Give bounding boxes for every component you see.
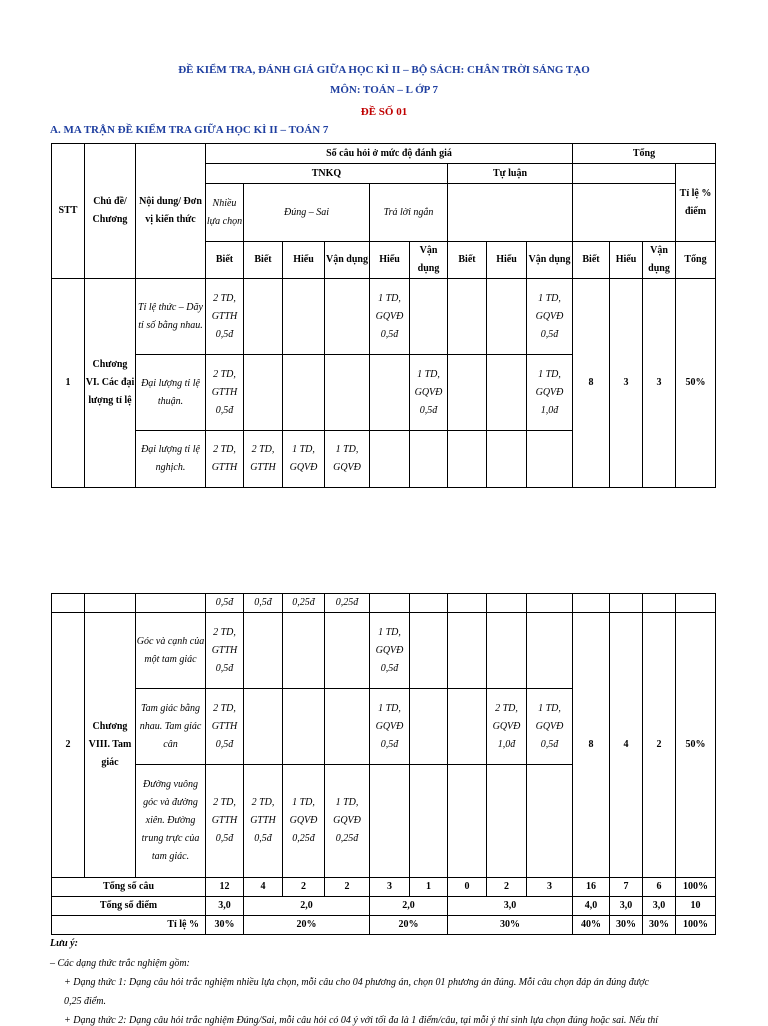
ch2-r3-c2: 2 TD, GTTH 0,5đ xyxy=(244,765,283,878)
pct-cell: 30% xyxy=(643,916,676,935)
points-cell: 3,0 xyxy=(643,897,676,916)
ch2-r3-c1: 2 TD, GTTH 0,5đ xyxy=(206,765,244,878)
ch1-r2-c6: 1 TD, GQVĐ 0,5đ xyxy=(410,355,448,431)
header-tuluan: Tự luận xyxy=(448,164,573,184)
header-tra-loi-ngan: Trả lời ngắn xyxy=(370,184,448,242)
header-tnkq: TNKQ xyxy=(206,164,448,184)
ch1-r2-label: Đại lượng tỉ lệ thuận. xyxy=(136,355,206,431)
header-nhieu-lua-chon: Nhiều lựa chọn xyxy=(206,184,244,242)
level-header: Vận dụng xyxy=(527,242,573,279)
notes-line2: + Dạng thức 1: Dạng câu hỏi trắc nghiệm nhiều lựa chọn, mỗi câu cho 04 phương án, chọn 01 phương án đúng. Mỗi câu chọn đáp án đúng được xyxy=(64,977,649,988)
ch1-r3-c3: 1 TD, GQVĐ xyxy=(283,431,325,488)
level-header: Vận dụng xyxy=(325,242,370,279)
points-cell: 4,0 xyxy=(573,897,610,916)
pct-cell: 20% xyxy=(370,916,448,935)
total-cell: 6 xyxy=(643,878,676,897)
level-header: Hiểu xyxy=(610,242,643,279)
ch1-r1-c9: 1 TD, GQVĐ 0,5đ xyxy=(527,279,573,355)
ch2-r1-c5: 1 TD, GQVĐ 0,5đ xyxy=(370,613,410,689)
level-header: Biết xyxy=(206,242,244,279)
tong-so-diem-label: Tổng số điểm xyxy=(52,897,206,916)
ch1-r3-c2: 2 TD, GTTH xyxy=(244,431,283,488)
total-cell: 16 xyxy=(573,878,610,897)
header-tile: Tỉ lệ % điểm xyxy=(676,164,716,242)
tong-so-cau-label: Tổng số câu xyxy=(52,878,206,897)
header-noidung: Nội dung/ Đơn vị kiến thức xyxy=(136,144,206,279)
total-cell: 100% xyxy=(676,878,716,897)
ch1-sum-vd: 3 xyxy=(643,279,676,488)
points-cell: 2,0 xyxy=(244,897,370,916)
total-cell: 0 xyxy=(448,878,487,897)
ch2-stt: 2 xyxy=(52,613,85,878)
doc-title: ĐỀ KIỂM TRA, ĐÁNH GIÁ GIỮA HỌC KÌ II – BỘ SÁCH: CHÂN TRỜI SÁNG TẠO xyxy=(178,64,590,76)
ch1-r3-label: Đại lượng tỉ lệ nghịch. xyxy=(136,431,206,488)
ch1-stt: 1 xyxy=(52,279,85,488)
ch2-r3-c4: 1 TD, GQVĐ 0,25đ xyxy=(325,765,370,878)
ch1-r1-label: Tỉ lệ thức – Dãy tỉ số bằng nhau. xyxy=(136,279,206,355)
ch2-sum-hieu: 4 xyxy=(610,613,643,878)
cont-c3: 0,25đ xyxy=(283,594,325,613)
level-header: Biết xyxy=(448,242,487,279)
ch2-r2-label: Tam giác bằng nhau. Tam giác cân xyxy=(136,689,206,765)
header-tong-blank xyxy=(573,164,676,184)
ch1-sum-hieu: 3 xyxy=(610,279,643,488)
header-tuluan-blank xyxy=(448,184,573,242)
header-stt: STT xyxy=(52,144,85,279)
cont-c1: 0,5đ xyxy=(206,594,244,613)
ch1-r2-c9: 1 TD, GQVĐ 1,0đ xyxy=(527,355,573,431)
ch1-r1-c1: 2 TD, GTTH 0,5đ xyxy=(206,279,244,355)
cont-c2: 0,5đ xyxy=(244,594,283,613)
ch1-name: Chương VI. Các đại lượng tỉ lệ xyxy=(85,279,136,488)
level-header: Biết xyxy=(573,242,610,279)
level-header: Hiểu xyxy=(283,242,325,279)
pct-cell: 100% xyxy=(676,916,716,935)
points-cell: 10 xyxy=(676,897,716,916)
pct-cell: 20% xyxy=(244,916,370,935)
ch2-r1-label: Góc và cạnh của một tam giác xyxy=(136,613,206,689)
points-cell: 2,0 xyxy=(370,897,448,916)
header-socau: Số câu hỏi ở mức độ đánh giá xyxy=(206,144,573,164)
header-dung-sai: Đúng – Sai xyxy=(244,184,370,242)
ch2-r2-c5: 1 TD, GQVĐ 0,5đ xyxy=(370,689,410,765)
header-tong: Tổng xyxy=(573,144,716,164)
points-cell: 3,0 xyxy=(206,897,244,916)
ch2-name: Chương VIII. Tam giác xyxy=(85,613,136,878)
total-cell: 12 xyxy=(206,878,244,897)
header-tong-sub-blank xyxy=(573,184,676,242)
ch1-r1-c5: 1 TD, GQVĐ 0,5đ xyxy=(370,279,410,355)
total-cell: 3 xyxy=(527,878,573,897)
level-header: Biết xyxy=(244,242,283,279)
matrix-table-part2 xyxy=(51,593,716,935)
ch1-sum-biet: 8 xyxy=(573,279,610,488)
ch1-r3-c4: 1 TD, GQVĐ xyxy=(325,431,370,488)
ch2-r2-c9: 1 TD, GQVĐ 0,5đ xyxy=(527,689,573,765)
total-cell: 1 xyxy=(410,878,448,897)
ch1-r3-c1: 2 TD, GTTH xyxy=(206,431,244,488)
points-cell: 3,0 xyxy=(448,897,573,916)
doc-number: ĐỀ SỐ 01 xyxy=(360,106,408,118)
total-cell: 2 xyxy=(283,878,325,897)
level-header: Vận dụng xyxy=(643,242,676,279)
section-heading: A. MA TRẬN ĐỀ KIỂM TRA GIỮA HỌC KÌ II – TOÁN 7 xyxy=(50,124,329,136)
ch2-r2-c8: 2 TD, GQVĐ 1,0đ xyxy=(487,689,527,765)
notes-line1: – Các dạng thức trắc nghiệm gồm: xyxy=(50,958,190,969)
pct-cell: 30% xyxy=(206,916,244,935)
total-cell: 2 xyxy=(487,878,527,897)
pct-cell: 40% xyxy=(573,916,610,935)
pct-cell: 30% xyxy=(610,916,643,935)
level-header: Vận dụng xyxy=(410,242,448,279)
ch1-pct: 50% xyxy=(676,279,716,488)
matrix-table-part1 xyxy=(51,143,716,488)
level-header: Hiểu xyxy=(487,242,527,279)
notes-title: Lưu ý: xyxy=(50,938,78,949)
total-cell: 3 xyxy=(370,878,410,897)
points-cell: 3,0 xyxy=(610,897,643,916)
ch2-r1-c1: 2 TD, GTTH 0,5đ xyxy=(206,613,244,689)
header-chude: Chủ đề/ Chương xyxy=(85,144,136,279)
ch2-sum-vd: 2 xyxy=(643,613,676,878)
ch2-r2-c1: 2 TD, GTTH 0,5đ xyxy=(206,689,244,765)
total-cell: 7 xyxy=(610,878,643,897)
total-cell: 2 xyxy=(325,878,370,897)
notes-line4: + Dạng thức 2: Dạng câu hỏi trắc nghiệm Đúng/Sai, mỗi câu hỏi có 04 ý với tối đa là 1 điểm/câu, tại mỗi ý thí sinh lựa chọn đúng hoặc sai. Nếu thí xyxy=(64,1015,659,1026)
notes-line3: 0,25 điểm. xyxy=(64,996,106,1007)
ch1-r2-c1: 2 TD, GTTH 0,5đ xyxy=(206,355,244,431)
ch2-r3-c3: 1 TD, GQVĐ 0,25đ xyxy=(283,765,325,878)
tile-label: Tỉ lệ % xyxy=(52,916,206,935)
ch2-r3-label: Đường vuông góc và đường xiên. Đường trung trực của tam giác. xyxy=(136,765,206,878)
ch2-pct: 50% xyxy=(676,613,716,878)
ch2-sum-biet: 8 xyxy=(573,613,610,878)
pct-cell: 30% xyxy=(448,916,573,935)
total-cell: 4 xyxy=(244,878,283,897)
doc-subject: MÔN: TOÁN – L ỚP 7 xyxy=(329,84,439,96)
level-header: Hiểu xyxy=(370,242,410,279)
cont-c4: 0,25đ xyxy=(325,594,370,613)
level-header: Tổng xyxy=(676,242,716,279)
